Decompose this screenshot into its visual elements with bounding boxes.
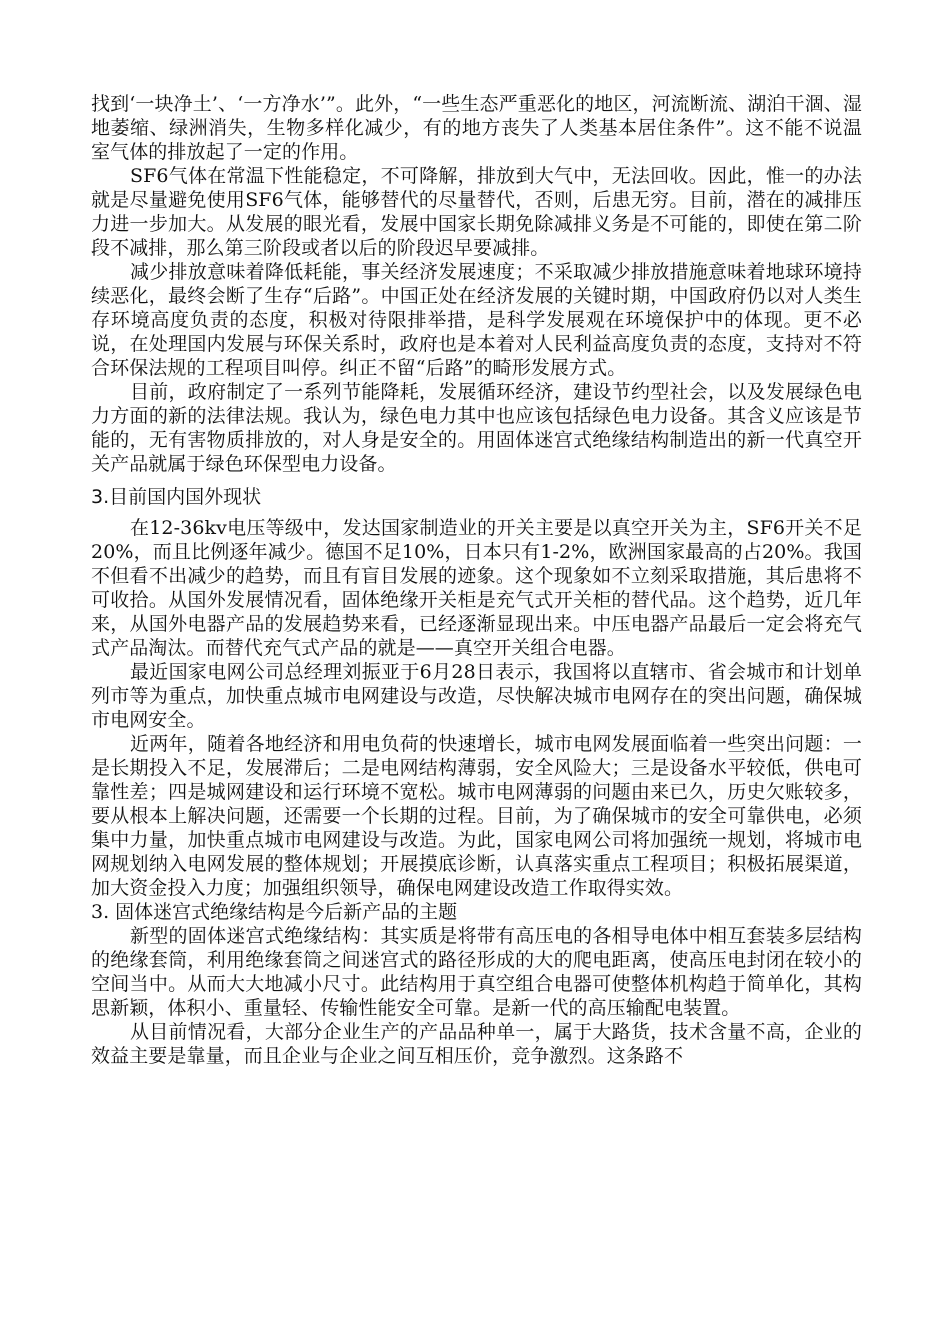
- paragraph-maze-insulation: 新型的固体迷宫式绝缘结构：其实质是将带有高压电的各相导电体中相互套装多层结构的绝缘套筒，利用绝缘套筒之间迷宫式的路径形成的大的爬电距离，使高压电封闭在较小的空间当中。从而大大地减小尺寸。此结构用于真空组合电器可使整体机构趋于简单化，其构思新颖，体积小、重量轻、传输性能安全可靠。是新一代的高压输配电装置。: [91, 925, 862, 1019]
- paragraph-state-grid: 最近国家电网公司总经理刘振亚于6月28日表示，我国将以直辖市、省会城市和计划单列市等为重点，加快重点城市电网建设与改造，尽快解决城市电网存在的突出问题，确保城市电网安全。: [91, 661, 862, 731]
- section-heading-solid-insulation: 3. 固体迷宫式绝缘结构是今后新产品的主题: [91, 901, 458, 923]
- paragraph-green-power: 目前，政府制定了一系列节能降耗，发展循环经济，建设节约型社会，以及发展绿色电力方面的新的法律法规。我认为，绿色电力其中也应该包括绿色电力设备。其含义应该是节能的，无有害物质排放的，对人身是安全的。用固体迷宫式绝缘结构制造出的新一代真空开关产品就属于绿色环保型电力设备。: [91, 381, 862, 475]
- paragraph-current-situation: 从目前情况看，大部分企业生产的产品品种单一，属于大路货，技术含量不高，企业的效益主要是靠量，而且企业与企业之间互相压价，竞争激烈。这条路不: [91, 1021, 862, 1067]
- paragraph-continued: 找到‘一块净土’、‘一方净水’”。此外，“一些生态严重恶化的地区，河流断流、湖泊干涸、湿地萎缩、绿洲消失，生物多样化减少，有的地方丧失了人类基本居住条件”。这不能不说温室气体的排放起了一定的作用。: [91, 93, 862, 163]
- paragraph-emission-reduction: 减少排放意味着降低耗能，事关经济发展速度；不采取减少排放措施意味着地球环境持续恶化，最终会断了生存“后路”。中国正处在经济发展的关键时期，中国政府仍以对人类生存环境高度负责的态度，积极对待限排举措，是科学发展观在环境保护中的体现。更不必说，在处理国内发展与环保关系时，政府也是本着对人民利益高度负责的态度，支持对不符合环保法规的工程项目叫停。纠正不留“后路”的畸形发展方式。: [91, 261, 862, 379]
- paragraph-city-grid: 近两年，随着各地经济和用电负荷的快速增长，城市电网发展面临着一些突出问题：一是长期投入不足，发展滞后；二是电网结构薄弱，安全风险大；三是设备水平较低，供电可靠性差；四是城网建设和运行环境不宽松。城市电网薄弱的问题由来已久，历史欠账较多，要从根本上解决问题，还需要一个长期的过程。目前，为了确保城市的安全可靠供电，必须集中力量，加快重点城市电网建设与改造。为此，国家电网公司将加强统一规划，将城市电网规划纳入电网发展的整体规划；开展摸底诊断，认真落实重点工程项目；积极拓展渠道，加大资金投入力度；加强组织领导，确保电网建设改造工作取得实效。: [91, 733, 862, 899]
- paragraph-voltage-levels: 在12-36kv电压等级中，发达国家制造业的开关主要是以真空开关为主，SF6开关不足20%，而且比例逐年减少。德国不足10%，日本只有1-2%，欧洲国家最高的占20%。我国不但看不出减少的趋势，而且有盲目发展的迹象。这个现象如不立刻采取措施，其后患将不可收拾。从国外发展情况看，固体绝缘开关柜是充气式开关柜的替代品。这个趋势，近几年来，从国外电器产品的发展趋势来看，已经逐渐显现出来。中压电器产品最后一定会将充气式产品淘汰。而替代充气式产品的就是——真空开关组合电器。: [91, 517, 862, 659]
- paragraph-sf6: SF6气体在常温下性能稳定，不可降解，排放到大气中，无法回收。因此，惟一的办法就是尽量避免使用SF6气体，能够替代的尽量替代，否则，后患无穷。目前，潜在的减排压力进一步加大。从发展的眼光看，发展中国家长期免除减排义务是不可能的，即使在第二阶段不减排，那么第三阶段或者以后的阶段迟早要减排。: [91, 165, 862, 259]
- section-heading-status: 3.目前国内国外现状: [91, 486, 262, 508]
